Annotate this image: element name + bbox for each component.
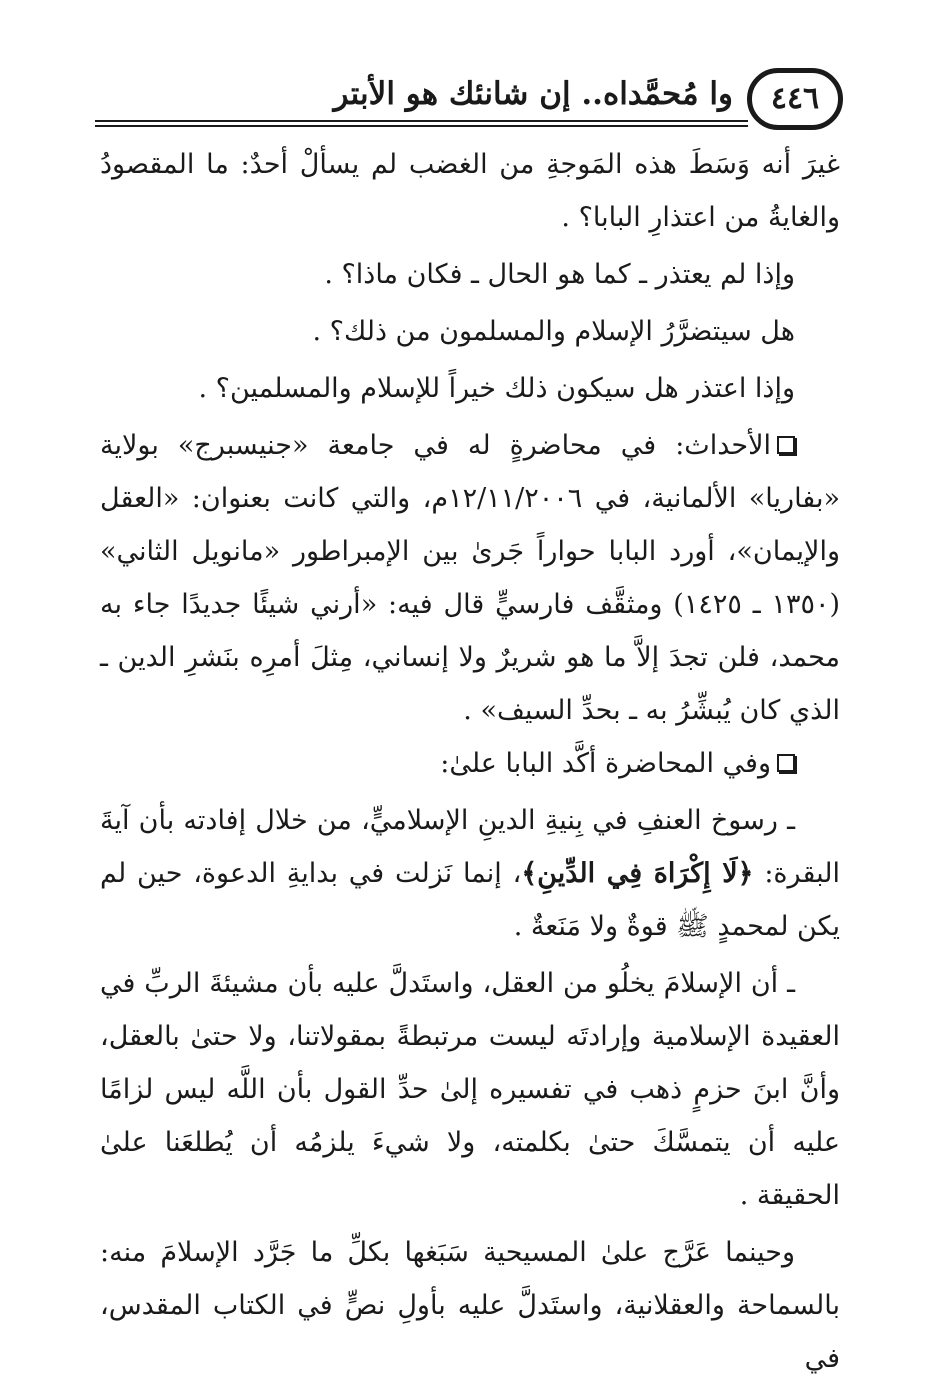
paragraph-text: ، إنما نَزلت في بدايةِ الدعوة، حين لم يكن لمحمدٍ ﷺ قوةٌ ولا مَنَعةٌ . [100,858,840,942]
page-number: ٤٤٦ [747,68,843,130]
paragraph: وإذا اعتذر هل سيكون ذلك خيراً للإسلام والمسلمين؟ . [198,373,795,404]
paragraph: وإذا لم يعتذر ـ كما هو الحال ـ فكان ماذا؟ . [324,259,795,290]
paragraph-events [100,419,840,737]
paragraph-text: وفي المحاضرة أكَّد البابا علىٰ: [440,748,771,779]
paragraph-text: الأحداث: في محاضرةٍ له في جامعة «جنيسبرج» بولاية «بفاريا» الألمانية، في ١٢/١١/٢٠٠٦م، والتي كانت بعنوان: «العقل والإيمان»، أورد البابا حواراً جَرىٰ بين الإمبراطور «مانويل الثاني» (١٣٥٠ ـ ١٤٢٥) ومثقَّف فارسيٍّ قال فيه: «أرني شيئًا جديدًا جاء به محمد، فلن تجدَ إلاَّ ما هو شريرٌ ولا إنساني، مِثلَ أمرِه بنَشرِ الدين ـ الذي كان يُبشِّرُ به ـ بحدِّ السيف» . [100,430,840,726]
page-body [100,138,840,1385]
square-bullet-icon [777,436,795,454]
paragraph: وحينما عَرَّج علىٰ المسيحية سَبَغها بكلِّ ما جَرَّد الإسلامَ منه: بالسماحة والعقلانية، واستَدلَّ عليه بأولِ نصٍّ في الكتاب المقدس، في [100,1237,840,1374]
paragraph-lecture [100,737,840,790]
header-rule [95,120,748,127]
running-title: وا مُحمَّداه.. إن شانئك هو الأبتر [333,76,733,112]
square-bullet-icon [777,754,795,772]
paragraph: غيرَ أنه وَسَطَ هذه المَوجةِ من الغضب لم يسألْ أحدٌ: ما المقصودُ والغايةُ من اعتذارِ البابا؟ . [100,149,840,233]
paragraph-point-reason: ـ أن الإسلامَ يخلُو من العقل، واستَدلَّ عليه بأن مشيئةَ الربِّ في العقيدة الإسلامية وإرادتَه ليست مرتبطةً بمقولاتنا، ولا حتىٰ بالعقل، وأنَّ ابنَ حزمٍ ذهب في تفسيره إلىٰ حدِّ القول بأن اللَّه ليس لزامًا عليه أن يتمسَّكَ حتىٰ بكلمته، ولا شيءَ يلزمُه أن يُطلعَنا علىٰ الحقيقة . [100,968,840,1211]
paragraph: هل سيتضرَّرُ الإسلام والمسلمون من ذلك؟ . [312,316,795,347]
page-header [95,68,843,130]
paragraph-point-violence [100,794,840,953]
quran-verse: ﴿لَا إِكْرَاهَ فِي الدِّينِ﴾ [521,858,754,889]
paragraph-text: ـ رسوخ العنفِ في بِنيةِ الدينِ الإسلاميٍّ، من خلال إفادته بأن آيةَ البقرة: [100,805,840,889]
